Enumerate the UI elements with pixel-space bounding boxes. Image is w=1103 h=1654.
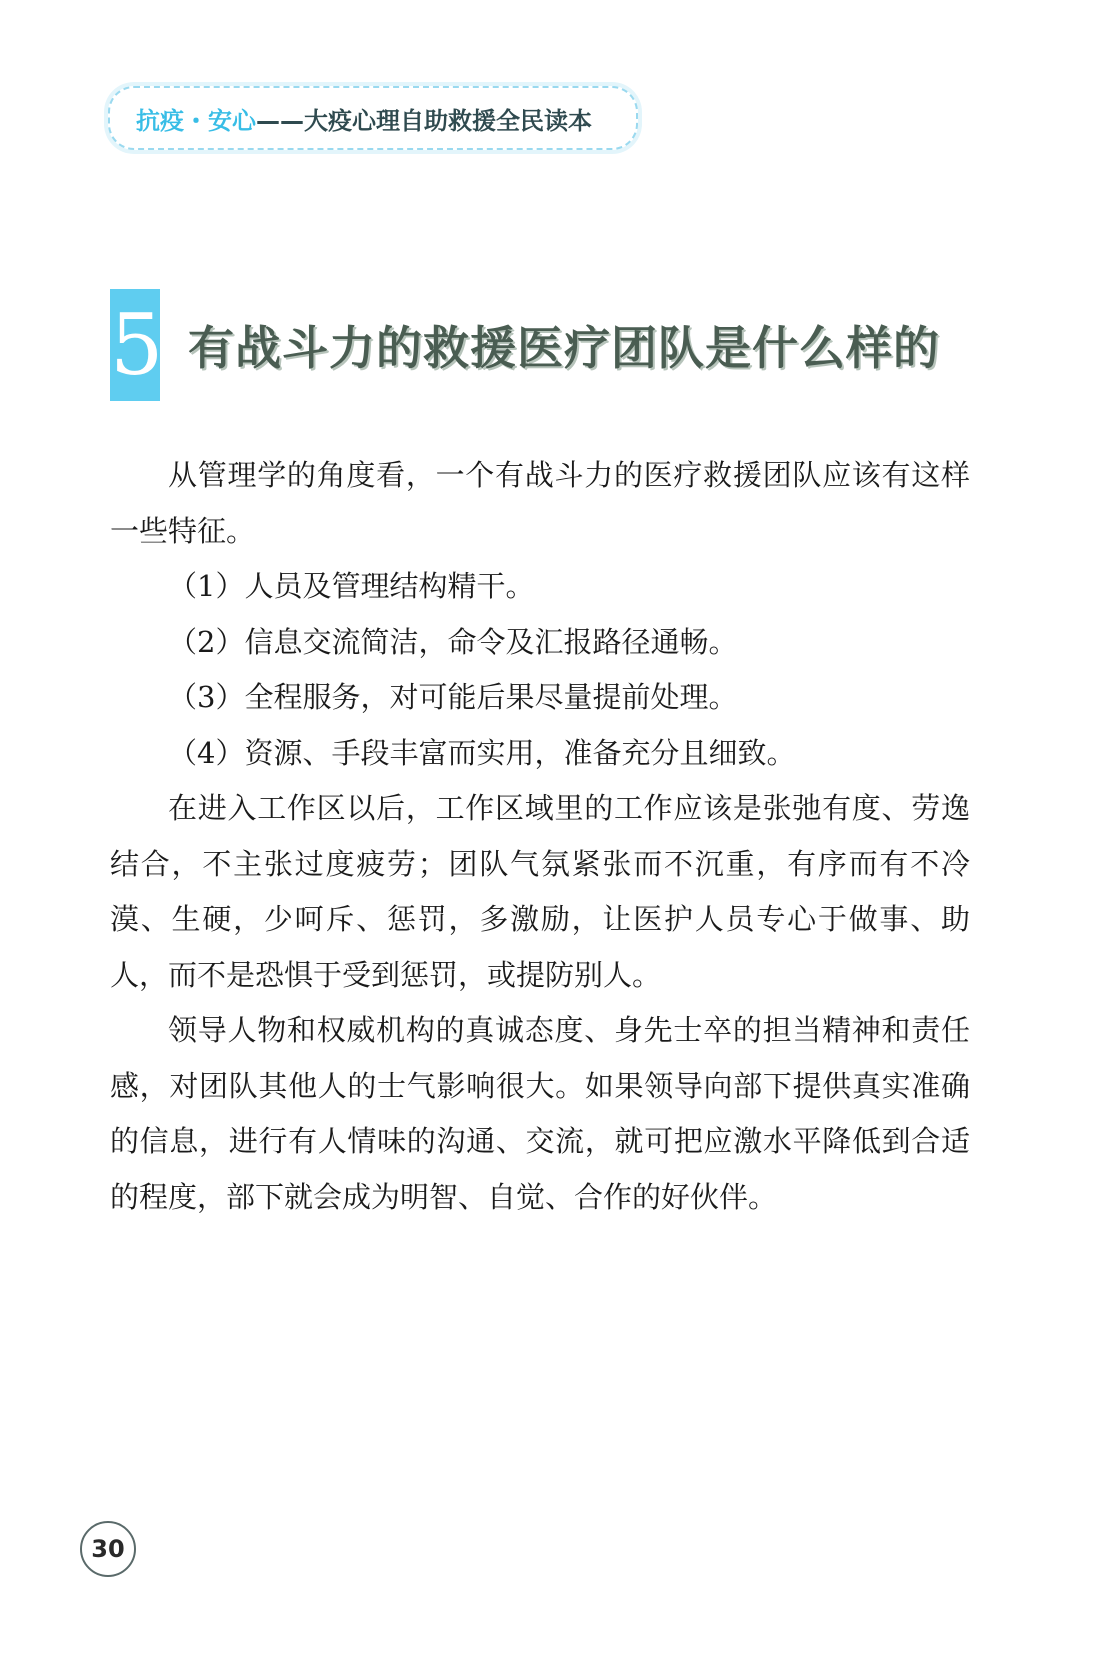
list-item: （1）人员及管理结构精干。 [168, 569, 535, 603]
header-series-title: 抗疫・安心 [136, 106, 256, 135]
list-item: （4）资源、手段丰富而实用，准备充分且细致。 [168, 735, 796, 770]
body-text [110, 448, 970, 1225]
paragraph: 在进入工作区以后，工作区域里的工作应该是张弛有度、劳逸结合，不主张过度疲劳；团队气氛紧张而不沉重，有序而有不冷漠、生硬，少呵斥、惩罚，多激励，让医护人员专心于做事、助人，而不是恐惧于受到惩罚，或提防别人。 [110, 791, 970, 992]
chapter-number: 5 [110, 289, 160, 401]
paragraph: 领导人物和权威机构的真诚态度、身先士卒的担当精神和责任感，对团队其他人的士气影响很大。如果领导向部下提供真实准确的信息，进行有人情味的沟通、交流，就可把应激水平降低到合适的程度，部下就会成为明智、自觉、合作的好伙伴。 [110, 1013, 970, 1214]
running-header [108, 86, 638, 150]
paragraph: 从管理学的角度看，一个有战斗力的医疗救援团队应该有这样一些特征。 [110, 458, 970, 548]
page-number: 30 [80, 1521, 136, 1577]
chapter-title: 有战斗力的救援医疗团队是什么样的 [188, 321, 940, 375]
header-subtitle: ——大疫心理自助救援全民读本 [256, 106, 592, 135]
list-item: （3）全程服务，对可能后果尽量提前处理。 [168, 680, 738, 714]
list-item: （2）信息交流简洁，命令及汇报路径通畅。 [168, 624, 738, 659]
